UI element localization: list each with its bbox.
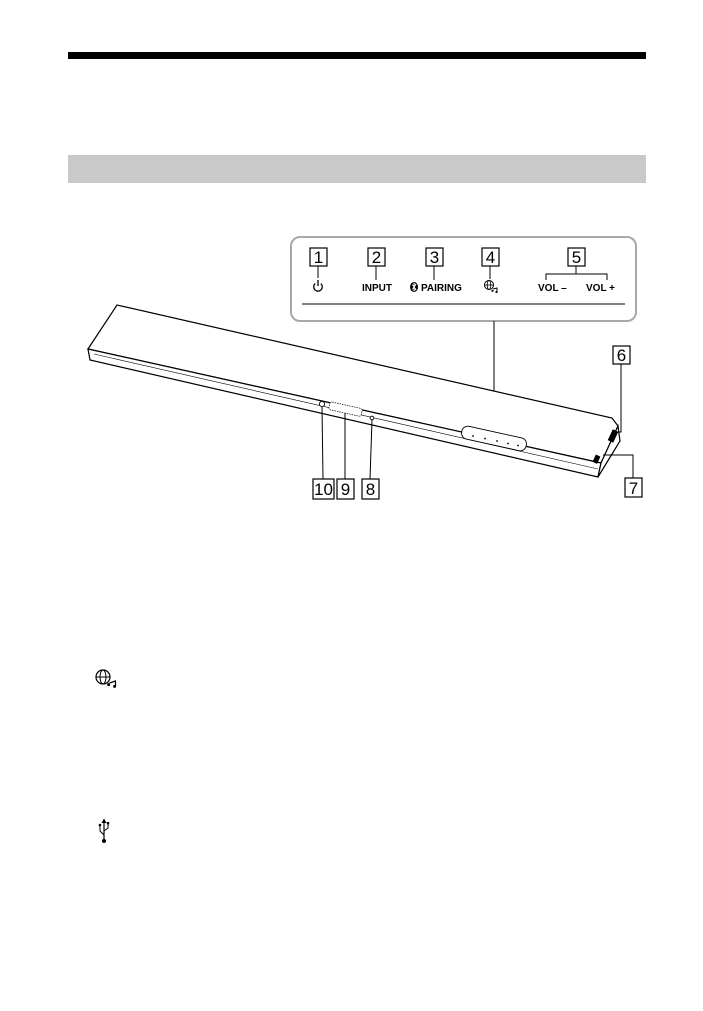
vol-minus-label: VOL –: [538, 283, 567, 294]
callout-4: [482, 248, 499, 267]
network-music-icon: [485, 281, 498, 294]
callout-8: [362, 479, 379, 499]
callout-1: [310, 248, 327, 267]
bluetooth-icon: [410, 282, 418, 292]
callout-8-number: 8: [365, 480, 376, 499]
callout-5-number: 5: [571, 248, 582, 267]
input-label: INPUT: [362, 283, 392, 294]
callout-9-number: 9: [340, 480, 351, 499]
callout-5: [568, 248, 585, 267]
remote-sensor: [319, 401, 324, 406]
vol-plus-label: VOL +: [586, 283, 615, 294]
indicator-lamp: [370, 416, 374, 420]
callout-10-number: 10: [314, 480, 333, 499]
callout-9: [337, 479, 354, 499]
callout-3: [426, 248, 443, 267]
callout-2: [368, 248, 385, 267]
pairing-label: PAIRING: [421, 283, 462, 294]
power-icon: [314, 280, 323, 291]
callout-3-number: 3: [429, 248, 440, 267]
network-music-icon-list: [96, 670, 116, 688]
callout-6-number: 6: [616, 346, 627, 365]
callout-6: [613, 346, 630, 365]
callout-4-number: 4: [485, 248, 496, 267]
callout-1-number: 1: [313, 248, 324, 267]
usb-icon: [99, 819, 110, 844]
callout-7-number: 7: [628, 479, 639, 498]
soundbar: [88, 305, 620, 477]
callout-7: [625, 478, 642, 498]
callout-10: [313, 479, 334, 499]
soundbar-top-surface: [88, 305, 618, 463]
callout-2-number: 2: [371, 248, 382, 267]
